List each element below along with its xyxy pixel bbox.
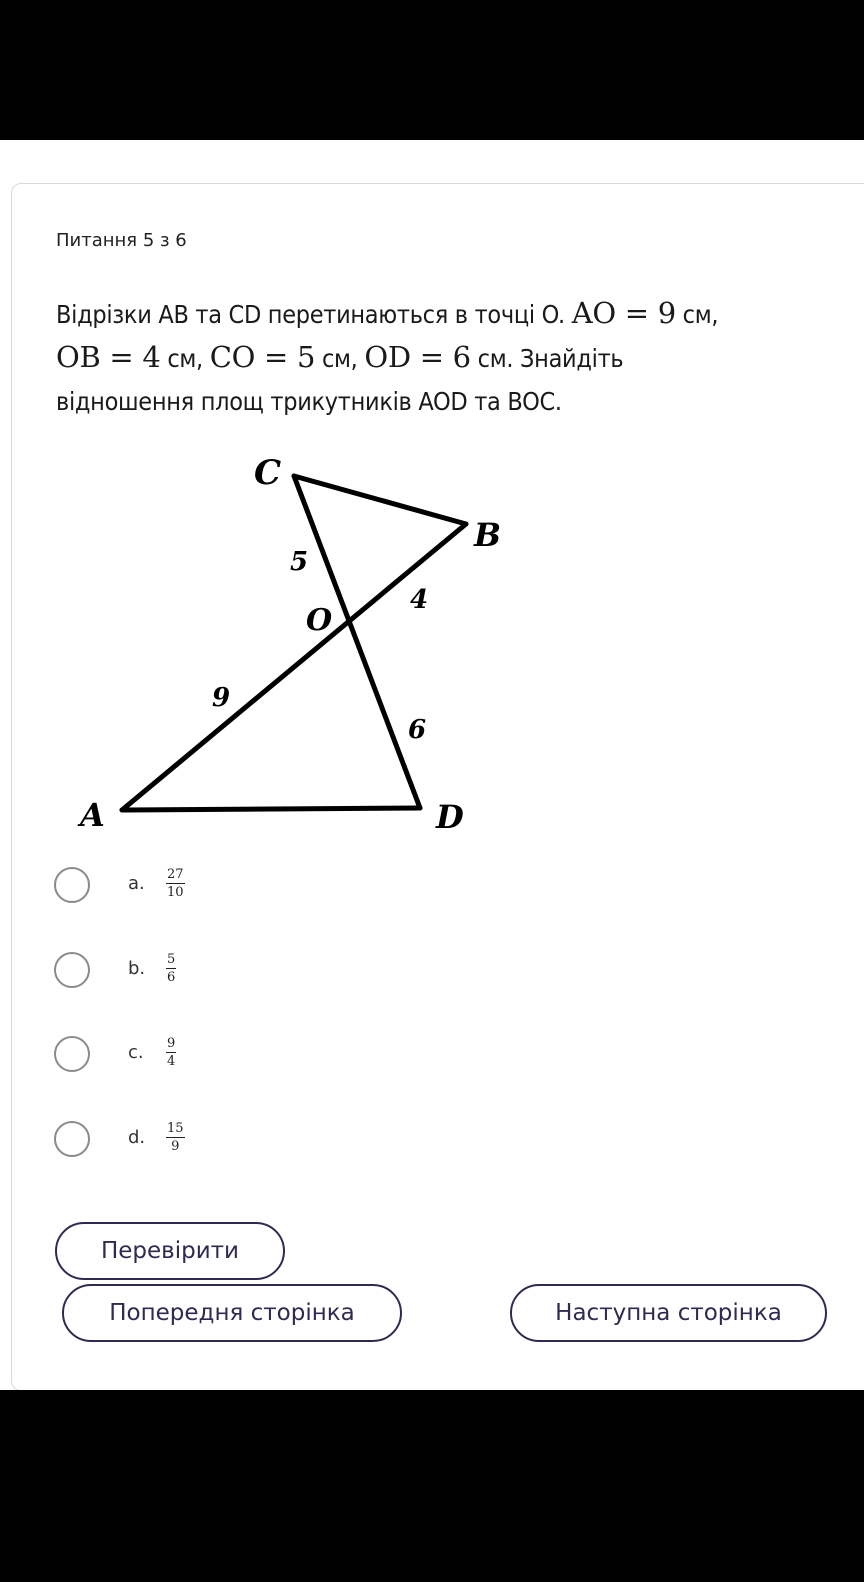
fraction-denominator: 4: [167, 1054, 176, 1069]
option-letter: a.: [128, 873, 145, 894]
segment-cb: [294, 476, 466, 524]
question-math-od: OD = 6: [364, 340, 471, 374]
label-c: C: [254, 453, 282, 493]
radio-a[interactable]: [54, 867, 90, 903]
question-math-ao: AO = 9: [571, 296, 676, 330]
status-bar-area: [0, 0, 864, 140]
question-line3-text: відношення площ трикутників AOD та BOC.: [56, 387, 562, 416]
question-line1-text: Відрізки AB та CD перетинаються в точці O.: [56, 300, 572, 329]
option-d[interactable]: [54, 1121, 354, 1163]
length-od: 6: [408, 715, 427, 745]
triangle-figure: [70, 448, 540, 848]
question-math-ob: OB = 4: [56, 340, 161, 374]
length-ao: 9: [212, 683, 231, 713]
label-b: B: [474, 516, 502, 554]
option-a[interactable]: [54, 867, 354, 909]
option-b[interactable]: [54, 952, 354, 994]
label-a: A: [80, 796, 105, 834]
question-math-co: CO = 5: [209, 340, 316, 374]
question-text: [56, 292, 816, 423]
segment-ad: [122, 808, 420, 810]
fraction-denominator: 10: [167, 885, 184, 900]
question-unit: см,: [315, 344, 365, 373]
option-fraction: [166, 1121, 185, 1154]
radio-d[interactable]: [54, 1121, 90, 1157]
fraction-numerator: 15: [167, 1121, 184, 1136]
fraction-numerator: 5: [167, 952, 176, 967]
check-button[interactable]: Перевірити: [55, 1222, 285, 1280]
option-letter: b.: [128, 958, 146, 979]
option-fraction: [166, 867, 185, 900]
fraction-numerator: 9: [167, 1036, 176, 1051]
previous-page-button[interactable]: Попередня сторінка: [62, 1284, 402, 1342]
fraction-denominator: 9: [171, 1139, 180, 1154]
radio-b[interactable]: [54, 952, 90, 988]
option-letter: c.: [128, 1042, 144, 1063]
question-unit: см,: [160, 344, 210, 373]
option-c[interactable]: [54, 1036, 354, 1078]
question-unit: см,: [675, 300, 719, 329]
label-d: D: [436, 798, 464, 836]
option-fraction: [166, 952, 176, 985]
label-o: O: [306, 603, 333, 638]
radio-c[interactable]: [54, 1036, 90, 1072]
question-unit: см. Знайдіть: [470, 344, 624, 373]
fraction-numerator: 27: [167, 867, 184, 882]
question-number: Питання 5 з 6: [56, 230, 187, 251]
length-ob: 4: [410, 585, 429, 615]
option-fraction: [166, 1036, 176, 1069]
length-co: 5: [290, 547, 309, 577]
next-page-button[interactable]: Наступна сторінка: [510, 1284, 827, 1342]
fraction-denominator: 6: [167, 970, 176, 985]
segment-cd: [294, 476, 420, 808]
navigation-bar-area: [0, 1390, 864, 1582]
option-letter: d.: [128, 1127, 146, 1148]
